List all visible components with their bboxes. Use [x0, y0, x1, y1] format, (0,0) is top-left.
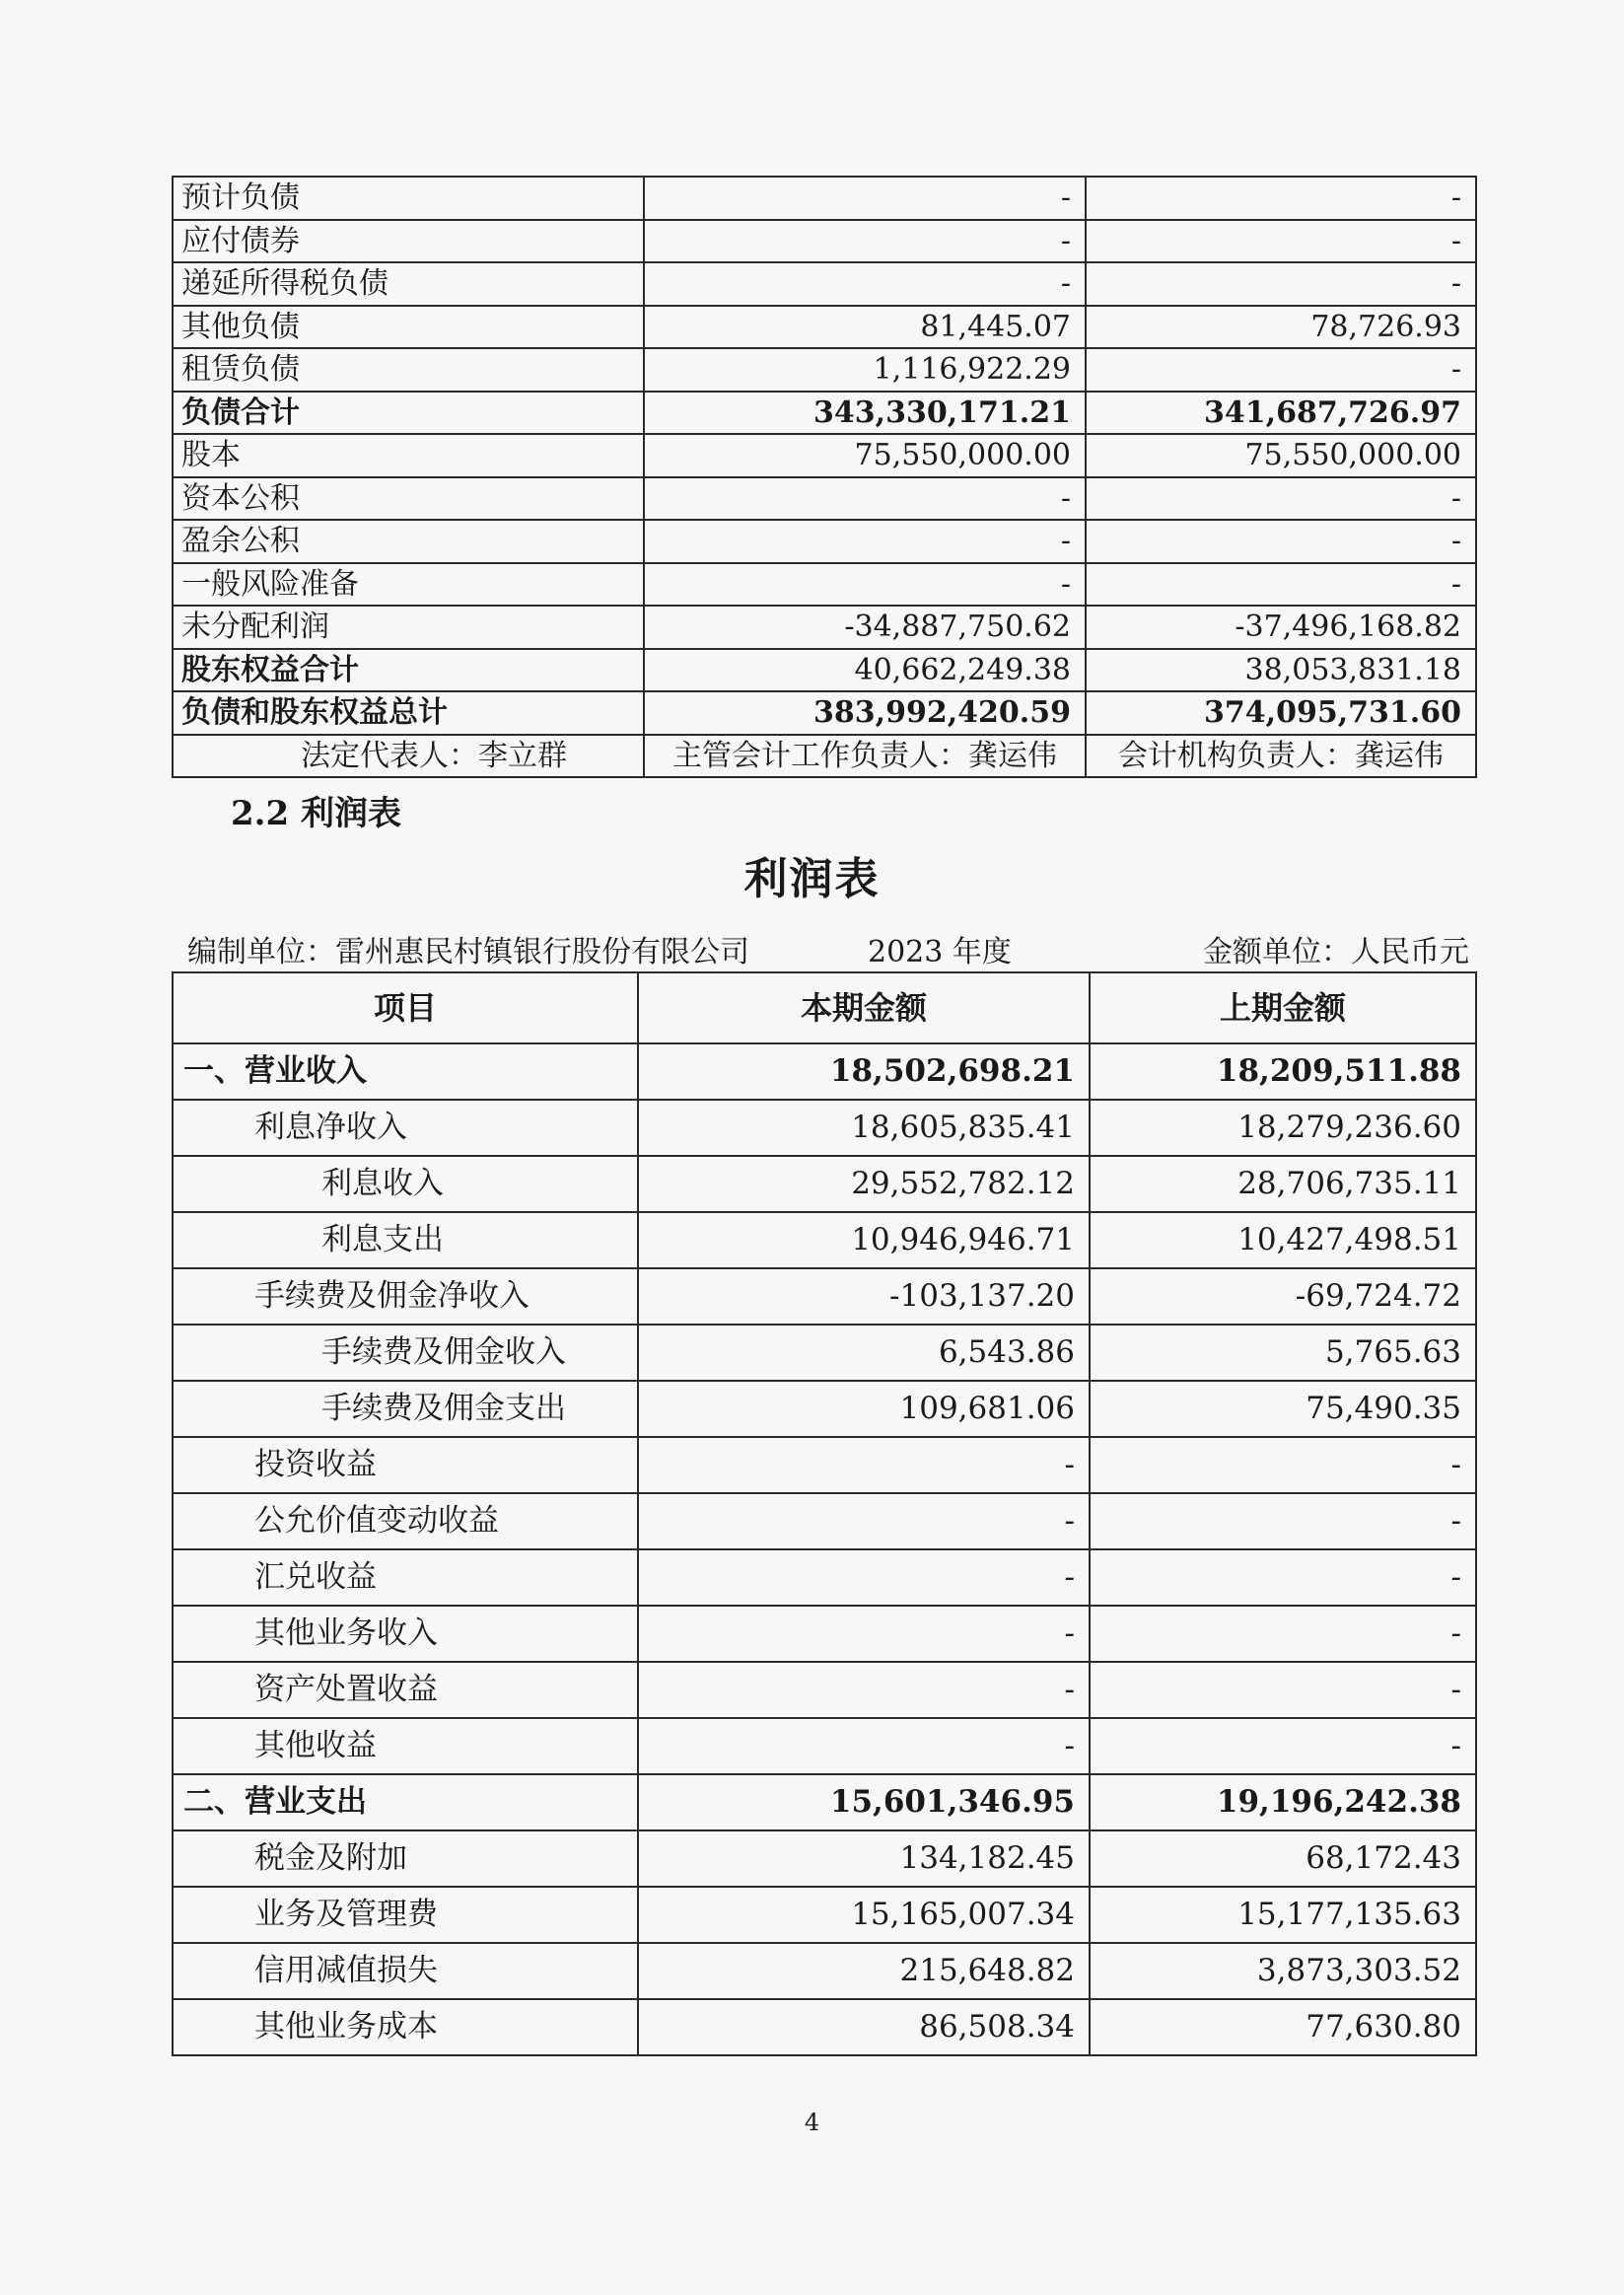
previous-value: - [1086, 520, 1476, 563]
row-label: 资产处置收益 [173, 1662, 638, 1718]
current-value: 40,662,249.38 [644, 649, 1086, 692]
current-value: 109,681.06 [638, 1381, 1090, 1437]
table-row [173, 1156, 1476, 1212]
current-value: -103,137.20 [638, 1268, 1090, 1325]
current-value: -34,887,750.62 [644, 606, 1086, 649]
current-value: - [638, 1549, 1090, 1606]
current-value: - [638, 1606, 1090, 1662]
previous-value: - [1086, 348, 1476, 392]
current-value: 215,648.82 [638, 1943, 1090, 1999]
table-row-grand-total [173, 691, 1476, 735]
signature-row [173, 735, 1476, 778]
row-label: 递延所得税负债 [173, 262, 644, 306]
table-row [173, 1830, 1476, 1887]
row-label: 税金及附加 [173, 1830, 638, 1887]
row-label: 股本 [173, 434, 644, 477]
table-row [173, 306, 1476, 349]
header-item: 项目 [173, 972, 638, 1043]
reporting-period: 2023 年度 [868, 935, 1012, 969]
legal-representative: 法定代表人：李立群 [173, 735, 644, 778]
current-value: - [644, 220, 1086, 263]
current-value: 18,502,698.21 [638, 1043, 1090, 1100]
previous-value: 5,765.63 [1090, 1325, 1476, 1381]
row-label: 手续费及佣金收入 [173, 1325, 638, 1381]
previous-value: - [1090, 1437, 1476, 1493]
table-row [173, 1381, 1476, 1437]
table-row [173, 1606, 1476, 1662]
table-row [173, 520, 1476, 563]
previous-value: 18,209,511.88 [1090, 1043, 1476, 1100]
previous-value: 77,630.80 [1090, 1999, 1476, 2055]
current-value: 86,508.34 [638, 1999, 1090, 2055]
table-row [173, 1662, 1476, 1718]
previous-value: - [1086, 220, 1476, 263]
current-value: 15,601,346.95 [638, 1774, 1090, 1830]
row-label: 负债合计 [173, 392, 644, 435]
previous-value: -37,496,168.82 [1086, 606, 1476, 649]
table-row [173, 1718, 1476, 1774]
currency-unit: 金额单位：人民币元 [1203, 935, 1469, 969]
previous-value: 15,177,135.63 [1090, 1887, 1476, 1943]
row-label: 负债和股东权益总计 [173, 691, 644, 735]
previous-value: - [1086, 177, 1476, 220]
current-value: - [644, 477, 1086, 521]
current-value: - [644, 262, 1086, 306]
balance-sheet-table [172, 176, 1477, 778]
current-value: - [644, 177, 1086, 220]
previous-value: - [1086, 262, 1476, 306]
row-label: 手续费及佣金支出 [173, 1381, 638, 1437]
previous-value: 3,873,303.52 [1090, 1943, 1476, 1999]
current-value: - [644, 520, 1086, 563]
table-row [173, 1212, 1476, 1268]
previous-value: - [1086, 563, 1476, 607]
page-number: 4 [804, 2109, 820, 2136]
table-row [173, 1943, 1476, 1999]
table-row [173, 1043, 1476, 1100]
table-row [173, 1774, 1476, 1830]
section-heading: 2.2 利润表 [231, 794, 401, 833]
accounting-supervisor: 主管会计工作负责人：龚运伟 [644, 735, 1086, 778]
row-label: 资本公积 [173, 477, 644, 521]
row-label: 信用减值损失 [173, 1943, 638, 1999]
current-value: - [638, 1718, 1090, 1774]
current-value: 18,605,835.41 [638, 1100, 1090, 1156]
previous-value: 374,095,731.60 [1086, 691, 1476, 735]
row-label: 未分配利润 [173, 606, 644, 649]
current-value: 75,550,000.00 [644, 434, 1086, 477]
row-label: 预计负债 [173, 177, 644, 220]
previous-value: - [1090, 1493, 1476, 1549]
table-row [173, 1268, 1476, 1325]
row-label: 其他业务成本 [173, 1999, 638, 2055]
previous-value: - [1086, 477, 1476, 521]
row-label: 利息收入 [173, 1156, 638, 1212]
accounting-head: 会计机构负责人：龚运伟 [1086, 735, 1476, 778]
table-row [173, 606, 1476, 649]
header-current: 本期金额 [638, 972, 1090, 1043]
table-row [173, 477, 1476, 521]
income-statement-title: 利润表 [743, 854, 881, 904]
table-row [173, 177, 1476, 220]
row-label: 股东权益合计 [173, 649, 644, 692]
current-value: 134,182.45 [638, 1830, 1090, 1887]
previous-value: - [1090, 1662, 1476, 1718]
row-label: 二、营业支出 [173, 1774, 638, 1830]
statement-meta [187, 927, 1469, 967]
table-row [173, 1325, 1476, 1381]
previous-value: - [1090, 1718, 1476, 1774]
previous-value: 75,550,000.00 [1086, 434, 1476, 477]
current-value: - [644, 563, 1086, 607]
row-label: 盈余公积 [173, 520, 644, 563]
current-value: - [638, 1493, 1090, 1549]
row-label: 利息净收入 [173, 1100, 638, 1156]
previous-value: 78,726.93 [1086, 306, 1476, 349]
row-label: 其他负债 [173, 306, 644, 349]
header-previous: 上期金额 [1090, 972, 1476, 1043]
table-row-total-equity [173, 649, 1476, 692]
table-header-row [173, 972, 1476, 1043]
row-label: 其他收益 [173, 1718, 638, 1774]
current-value: 6,543.86 [638, 1325, 1090, 1381]
previous-value: 18,279,236.60 [1090, 1100, 1476, 1156]
previous-value: - [1090, 1549, 1476, 1606]
current-value: 29,552,782.12 [638, 1156, 1090, 1212]
row-label: 投资收益 [173, 1437, 638, 1493]
table-row-total-liabilities [173, 392, 1476, 435]
table-row [173, 563, 1476, 607]
previous-value: -69,724.72 [1090, 1268, 1476, 1325]
row-label: 汇兑收益 [173, 1549, 638, 1606]
current-value: - [638, 1662, 1090, 1718]
row-label: 一、营业收入 [173, 1043, 638, 1100]
previous-value: 68,172.43 [1090, 1830, 1476, 1887]
current-value: - [638, 1437, 1090, 1493]
row-label: 手续费及佣金净收入 [173, 1268, 638, 1325]
row-label: 其他业务收入 [173, 1606, 638, 1662]
table-row [173, 1493, 1476, 1549]
previous-value: 341,687,726.97 [1086, 392, 1476, 435]
current-value: 10,946,946.71 [638, 1212, 1090, 1268]
table-row [173, 1549, 1476, 1606]
table-row [173, 262, 1476, 306]
previous-value: 38,053,831.18 [1086, 649, 1476, 692]
row-label: 利息支出 [173, 1212, 638, 1268]
previous-value: 10,427,498.51 [1090, 1212, 1476, 1268]
table-row [173, 1999, 1476, 2055]
table-row [173, 1100, 1476, 1156]
current-value: 343,330,171.21 [644, 392, 1086, 435]
row-label: 公允价值变动收益 [173, 1493, 638, 1549]
table-row [173, 434, 1476, 477]
previous-value: - [1090, 1606, 1476, 1662]
current-value: 81,445.07 [644, 306, 1086, 349]
current-value: 15,165,007.34 [638, 1887, 1090, 1943]
previous-value: 75,490.35 [1090, 1381, 1476, 1437]
previous-value: 19,196,242.38 [1090, 1774, 1476, 1830]
row-label: 业务及管理费 [173, 1887, 638, 1943]
row-label: 一般风险准备 [173, 563, 644, 607]
table-row [173, 1437, 1476, 1493]
previous-value: 28,706,735.11 [1090, 1156, 1476, 1212]
current-value: 383,992,420.59 [644, 691, 1086, 735]
row-label: 租赁负债 [173, 348, 644, 392]
table-row [173, 348, 1476, 392]
compiling-unit: 编制单位：雷州惠民村镇银行股份有限公司 [187, 935, 749, 969]
table-row [173, 220, 1476, 263]
income-statement-table [172, 971, 1477, 2056]
current-value: 1,116,922.29 [644, 348, 1086, 392]
table-row [173, 1887, 1476, 1943]
row-label: 应付债券 [173, 220, 644, 263]
